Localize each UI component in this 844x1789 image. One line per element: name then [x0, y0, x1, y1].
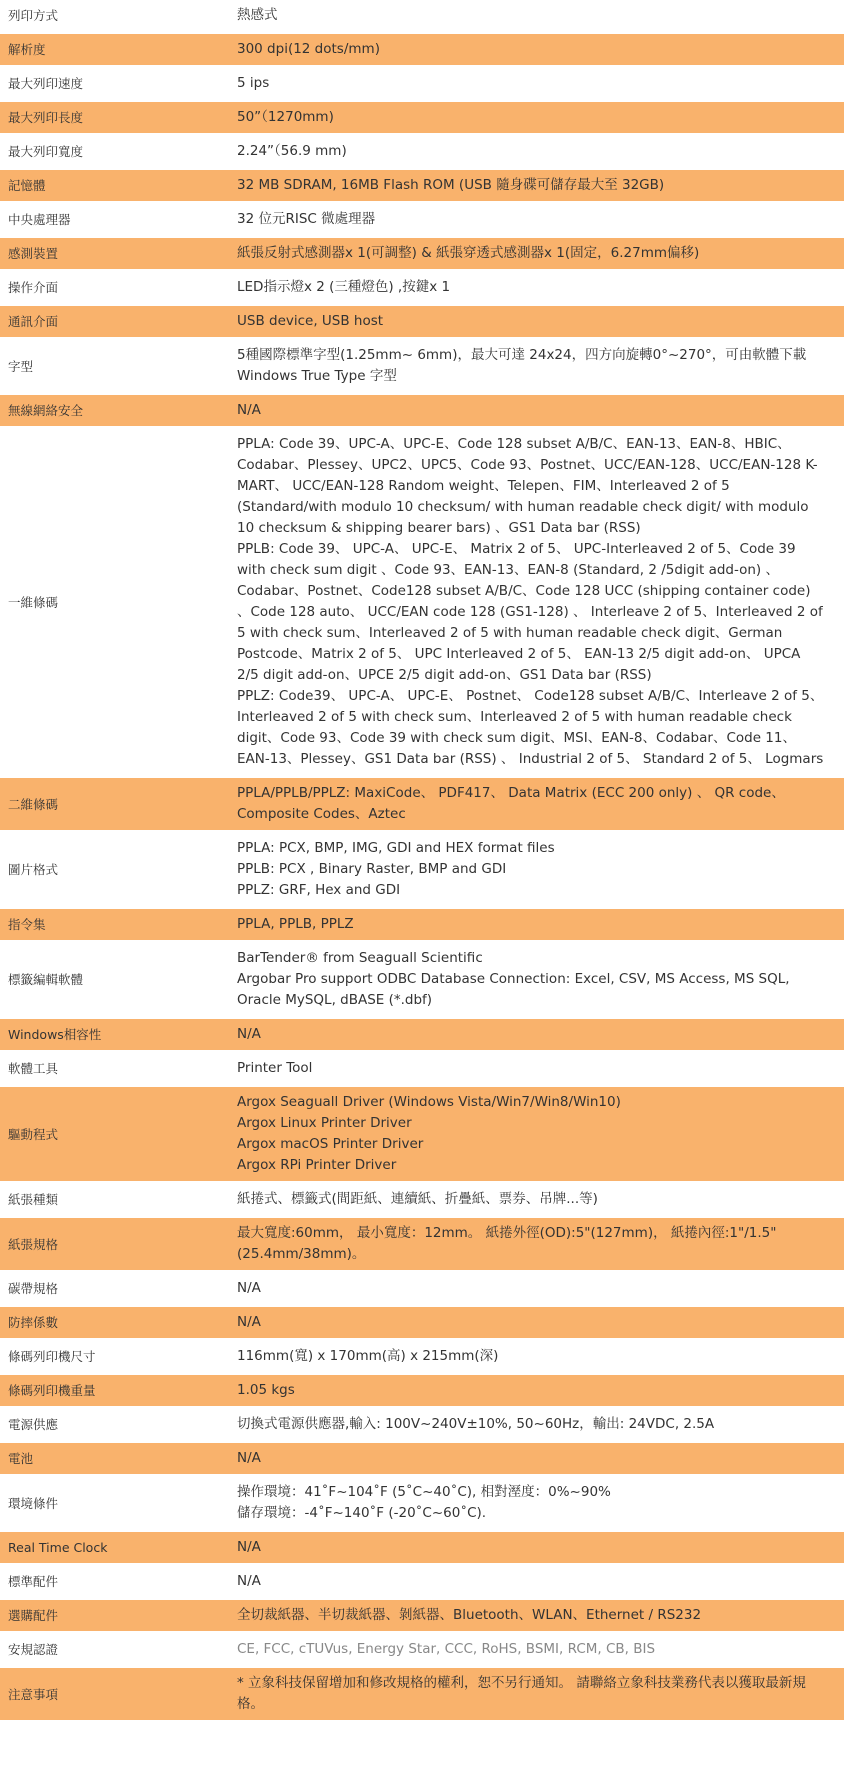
spec-label: 最大列印寬度: [0, 135, 225, 169]
spec-value-line: 最大寬度:60mm， 最小寬度：12mm。 紙捲外徑(OD):5"(127mm)， 紙捲內徑:1"/1.5" (25.4mm/38mm)。: [237, 1225, 777, 1262]
spec-value: [225, 394, 844, 428]
spec-value-line: N/A: [237, 1026, 261, 1042]
spec-label: 標籤編輯軟體: [0, 942, 225, 1018]
spec-label: 指令集: [0, 908, 225, 942]
spec-label: 一維條碼: [0, 428, 225, 777]
spec-label: 二維條碼: [0, 777, 225, 832]
spec-label: 通訊介面: [0, 305, 225, 339]
spec-row: [0, 1531, 844, 1565]
spec-value-line: 50”（1270mm): [237, 109, 334, 125]
spec-label: 選購配件: [0, 1599, 225, 1633]
spec-value: [225, 1476, 844, 1531]
spec-value-line: PPLB: PCX , Binary Raster, BMP and GDI: [237, 861, 507, 877]
spec-label: 電池: [0, 1442, 225, 1476]
spec-row: [0, 1086, 844, 1183]
spec-label: 電源供應: [0, 1408, 225, 1442]
spec-value: [225, 1565, 844, 1599]
spec-value: [225, 1018, 844, 1052]
spec-value-line: 熱感式: [237, 7, 278, 23]
spec-row: [0, 1306, 844, 1340]
spec-value-line: N/A: [237, 1539, 261, 1555]
spec-label: 標準配件: [0, 1565, 225, 1599]
spec-label: 軟體工具: [0, 1052, 225, 1086]
spec-row: [0, 1374, 844, 1408]
spec-value: [225, 1086, 844, 1183]
spec-value-line: 全切裁紙器、半切裁紙器、剝紙器、Bluetooth、WLAN、Ethernet / RS232: [237, 1607, 702, 1623]
spec-value-line: 116mm(寬) x 170mm(高) x 215mm(深): [237, 1348, 499, 1364]
spec-value: [225, 1531, 844, 1565]
spec-value: [225, 203, 844, 237]
spec-value-line: 300 dpi(12 dots/mm): [237, 41, 380, 57]
spec-label: 注意事項: [0, 1667, 225, 1722]
spec-label: 中央處理器: [0, 203, 225, 237]
spec-row: [0, 135, 844, 169]
spec-value: [225, 428, 844, 777]
spec-value: [225, 1633, 844, 1667]
spec-value-line: * 立象科技保留增加和修改規格的權利，恕不另行通知。 請聯絡立象科技業務代表以獲取最新規格。: [237, 1675, 806, 1712]
spec-value-line: Printer Tool: [237, 1060, 313, 1076]
spec-label: 驅動程式: [0, 1086, 225, 1183]
spec-value-line: PPLA/PPLB/PPLZ: MaxiCode、 PDF417、 Data Matrix (ECC 200 only) 、 QR code、Composite Codes、Aztec: [237, 785, 785, 822]
spec-value: [225, 942, 844, 1018]
spec-value-line: PPLA: PCX, BMP, IMG, GDI and HEX format files: [237, 840, 555, 856]
spec-value: [225, 832, 844, 908]
spec-value-line: N/A: [237, 1314, 261, 1330]
spec-value-line: 5 ips: [237, 75, 270, 91]
spec-row: [0, 1476, 844, 1531]
spec-value: [225, 67, 844, 101]
spec-value-line: PPLZ: Code39、 UPC-A、 UPC-E、 Postnet、 Code128 subset A/B/C、Interleave 2 of 5、Interleaved 2 of 5 with check sum、Interleaved 2 of 5 with human readable check digit、Code 93、Code 39 with check sum digit、MSI、EAN-8、Codabar、Code 11、EAN-13、Plessey、GS1 Data bar (RSS) 、 Industrial 2 of 5、 Standard 2 of 5、 Logmars: [237, 688, 824, 767]
spec-value-line: 2.24”（56.9 mm): [237, 143, 347, 159]
spec-row: [0, 428, 844, 777]
spec-row: [0, 942, 844, 1018]
spec-row: [0, 1340, 844, 1374]
spec-row: [0, 0, 844, 33]
spec-value-line: PPLA: Code 39、UPC-A、UPC-E、Code 128 subset A/B/C、EAN-13、EAN-8、HBIC、Codabar、Plessey、UPC2、UPC5、Code 93、Postnet、UCC/EAN-128、UCC/EAN-128 K-MART、 UCC/EAN-128 Random weight、Telepen、FIM、Interleaved 2 of 5 (Standard/with modulo 10 checksum/ with human readable check digit/ with modulo 10 checksum & shipping bearer bars) 、GS1 Data bar (RSS): [237, 436, 818, 536]
spec-label: 防摔係數: [0, 1306, 225, 1340]
spec-row: [0, 67, 844, 101]
spec-label: 最大列印長度: [0, 101, 225, 135]
spec-value-line: CE, FCC, cTUVus, Energy Star, CCC, RoHS, BSMI, RCM, CB, BIS: [237, 1641, 656, 1657]
spec-label: 列印方式: [0, 0, 225, 33]
spec-row: [0, 777, 844, 832]
spec-value-line: Argox Linux Printer Driver: [237, 1115, 412, 1131]
spec-value-line: PPLA, PPLB, PPLZ: [237, 916, 354, 932]
spec-label: 圖片格式: [0, 832, 225, 908]
spec-value-line: 紙捲式、標籤式(間距紙、連續紙、折疊紙、票券、吊牌...等): [237, 1191, 598, 1207]
spec-value-line: Argobar Pro support ODBC Database Connection: Excel, CSV, MS Access, MS SQL, Oracle MySQL, dBASE (*.dbf): [237, 971, 790, 1008]
spec-value: [225, 1374, 844, 1408]
spec-label: 無線網絡安全: [0, 394, 225, 428]
spec-row: [0, 169, 844, 203]
spec-value: [225, 1052, 844, 1086]
spec-value-line: N/A: [237, 1450, 261, 1466]
spec-value-line: 儲存環境：-4˚F~140˚F (-20˚C~60˚C).: [237, 1505, 487, 1521]
spec-label: Real Time Clock: [0, 1531, 225, 1565]
spec-row: [0, 339, 844, 394]
spec-value-line: BarTender® from Seaguall Scientific: [237, 950, 483, 966]
spec-row: [0, 237, 844, 271]
spec-value: [225, 305, 844, 339]
spec-label: 字型: [0, 339, 225, 394]
spec-row: [0, 1272, 844, 1306]
spec-value: [225, 101, 844, 135]
spec-row: [0, 1633, 844, 1667]
spec-value: [225, 33, 844, 67]
spec-row: [0, 394, 844, 428]
spec-value: [225, 339, 844, 394]
spec-value: [225, 908, 844, 942]
spec-value-line: N/A: [237, 1573, 261, 1589]
spec-label: 環境條件: [0, 1476, 225, 1531]
spec-row: [0, 305, 844, 339]
spec-label: 操作介面: [0, 271, 225, 305]
spec-value: [225, 1599, 844, 1633]
spec-value: [225, 169, 844, 203]
spec-value-line: 32 MB SDRAM, 16MB Flash ROM (USB 隨身碟可儲存最大至 32GB): [237, 177, 665, 193]
spec-row: [0, 1183, 844, 1217]
spec-label: 條碼列印機尺寸: [0, 1340, 225, 1374]
spec-value: [225, 1667, 844, 1722]
spec-value: [225, 237, 844, 271]
spec-row: [0, 1052, 844, 1086]
spec-value-line: N/A: [237, 1280, 261, 1296]
spec-value-line: 5種國際標準字型(1.25mm~ 6mm)，最大可達 24x24，四方向旋轉0°~270°，可由軟體下載 Windows True Type 字型: [237, 347, 807, 384]
spec-row: [0, 33, 844, 67]
spec-row: [0, 1442, 844, 1476]
spec-row: [0, 908, 844, 942]
spec-value: [225, 135, 844, 169]
spec-label: 最大列印速度: [0, 67, 225, 101]
spec-row: [0, 832, 844, 908]
spec-value-line: 32 位元RISC 微處理器: [237, 211, 376, 227]
spec-value-line: USB device, USB host: [237, 313, 384, 329]
spec-value: [225, 1306, 844, 1340]
spec-value-line: PPLZ: GRF, Hex and GDI: [237, 882, 401, 898]
spec-row: [0, 271, 844, 305]
spec-value-line: N/A: [237, 402, 261, 418]
spec-row: [0, 1018, 844, 1052]
spec-value-line: Argox Seaguall Driver (Windows Vista/Win7/Win8/Win10): [237, 1094, 621, 1110]
spec-row: [0, 203, 844, 237]
spec-row: [0, 1217, 844, 1272]
spec-label: Windows相容性: [0, 1018, 225, 1052]
spec-label: 感測裝置: [0, 237, 225, 271]
spec-value-line: 1.05 kgs: [237, 1382, 295, 1398]
spec-label: 碳帶規格: [0, 1272, 225, 1306]
spec-label: 安規認證: [0, 1633, 225, 1667]
spec-value-line: 操作環境：41˚F~104˚F (5˚C~40˚C), 相對溼度：0%~90%: [237, 1484, 611, 1500]
spec-value: [225, 271, 844, 305]
spec-value-line: 紙張反射式感測器x 1(可調整) & 紙張穿透式感測器x 1(固定，6.27mm偏移): [237, 245, 700, 261]
spec-value-line: LED指示燈x 2 (三種燈色) ,按鍵x 1: [237, 279, 451, 295]
spec-value: [225, 1408, 844, 1442]
spec-label: 解析度: [0, 33, 225, 67]
spec-label: 條碼列印機重量: [0, 1374, 225, 1408]
spec-row: [0, 1667, 844, 1722]
spec-label: 紙張規格: [0, 1217, 225, 1272]
spec-value-line: Argox macOS Printer Driver: [237, 1136, 424, 1152]
spec-value-line: 切換式電源供應器,輸入: 100V~240V±10%, 50~60Hz，輸出: 24VDC, 2.5A: [237, 1416, 715, 1432]
spec-value: [225, 1272, 844, 1306]
spec-row: [0, 1408, 844, 1442]
spec-label: 紙張種類: [0, 1183, 225, 1217]
spec-label: 記憶體: [0, 169, 225, 203]
spec-value-line: PPLB: Code 39、 UPC-A、 UPC-E、 Matrix 2 of 5、 UPC-Interleaved 2 of 5、Code 39 with check sum digit 、Code 93、EAN-13、EAN-8 (Standard, 2 /5digit add-on) 、Codabar、Postnet、Code128 subset A/B/C、Code 128 UCC (shipping container code) 、Code 128 auto、 UCC/EAN code 128 (GS1-128) 、 Interleave 2 of 5、Interleaved 2 of 5 with check sum、Interleaved 2 of 5 with human readable check digit、German Postcode、Matrix 2 of 5、 UPC Interleaved 2 of 5、 EAN-13 2/5 digit add-on、 UPCA 2/5 digit add-on、UPCE 2/5 digit add-on、GS1 Data bar (RSS): [237, 541, 823, 683]
spec-value: [225, 1183, 844, 1217]
spec-value-line: Argox RPi Printer Driver: [237, 1157, 397, 1173]
spec-value: [225, 777, 844, 832]
spec-row: [0, 101, 844, 135]
spec-value: [225, 0, 844, 33]
spec-value: [225, 1340, 844, 1374]
spec-value: [225, 1442, 844, 1476]
spec-row: [0, 1599, 844, 1633]
spec-value: [225, 1217, 844, 1272]
spec-row: [0, 1565, 844, 1599]
